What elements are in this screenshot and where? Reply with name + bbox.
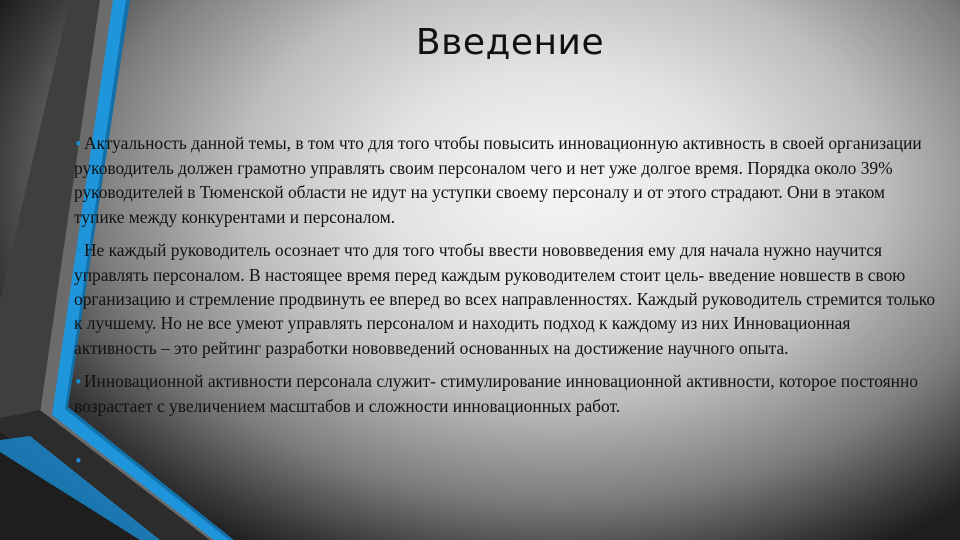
bullet-icon: • [74,135,83,153]
bullet-icon: • [74,372,83,391]
paragraph-text: Инновационной активности персонала служит- стимулирование инновационной активности, которое постоянно возрастает с увеличением масштабов и сложности инновационных работ. [74,370,918,417]
slide-title: Введение [415,22,605,63]
paragraph-text: Не каждый руководитель осознает что для того чтобы ввести нововведения ему для начала нужно научится управлять персоналом. В настоящее время перед каждым руководителем стоит цель- введение новшеств в свою организацию и стремление продвинуть ее вперед во всех направленностях. Каждый руководитель стремится только к лучшему. Но не все умеют управлять персоналом и находить подход к каждому из них Инновационная активность – это рейтинг разработки нововведений основанных на достижение научного опыта. [74,239,936,358]
empty-bullet-icon: • [74,452,83,470]
lower-dark-band [0,410,210,540]
slide-content [74,131,936,427]
paragraph-3 [74,369,936,418]
paragraph-1 [74,131,936,229]
bullet-icon: • [74,241,83,260]
paragraph-2 [74,238,936,360]
paragraph-text: Актуальность данной темы, в том что для того чтобы повысить инновационную активность в своей организации руководитель должен грамотно управлять своим персоналом чего и нет уже долгое время. Порядка около 39% руководителей в Тюменской области не идут на уступки своему персоналу и от этого страдают. Они в этаком тупике между конкурентами и персоналом. [74,133,922,227]
